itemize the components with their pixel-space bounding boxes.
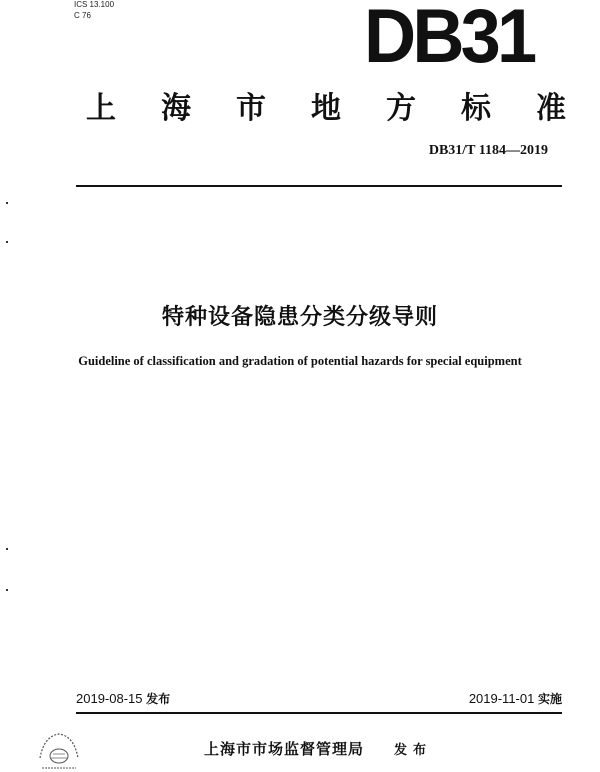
- standard-type-char: 市: [236, 91, 266, 126]
- standard-type-char: 标: [461, 91, 491, 126]
- scan-speck: [6, 202, 8, 204]
- standard-type-title: [86, 80, 566, 130]
- ics-code: ICS 13.100: [74, 0, 115, 9]
- implement-date: 2019-11-01: [468, 691, 535, 706]
- standard-type-char: 上: [86, 91, 116, 126]
- standard-type-char: 地: [311, 91, 341, 126]
- standard-type-char: 准: [536, 91, 566, 126]
- document-title-english: Guideline of classification and gradation of potential hazards for special equipment: [78, 354, 522, 368]
- issue-label: 发布: [394, 743, 433, 758]
- issuing-authority: 上海市市场监督管理局: [204, 740, 365, 758]
- scan-speck: [6, 589, 8, 591]
- publish-label: 发布: [146, 692, 171, 706]
- footer-divider: [76, 712, 562, 714]
- scan-speck: [6, 548, 8, 550]
- publish-date-line: [76, 690, 170, 707]
- db31-logo: DB31: [364, 0, 534, 79]
- seal-emblem-icon: [34, 728, 84, 772]
- standard-number: DB31/T 1184—2019: [428, 143, 548, 158]
- standard-type-char: 方: [386, 91, 416, 126]
- standard-type-char: 海: [161, 91, 191, 126]
- implement-label: 实施: [537, 692, 562, 706]
- ccs-code: C 76: [74, 11, 91, 20]
- scan-speck: [6, 241, 8, 243]
- publish-date: 2019-08-15: [76, 691, 143, 706]
- document-title-chinese: 特种设备隐患分类分级导则: [161, 305, 438, 330]
- implement-date-line: [469, 690, 562, 707]
- header-divider: [76, 185, 562, 187]
